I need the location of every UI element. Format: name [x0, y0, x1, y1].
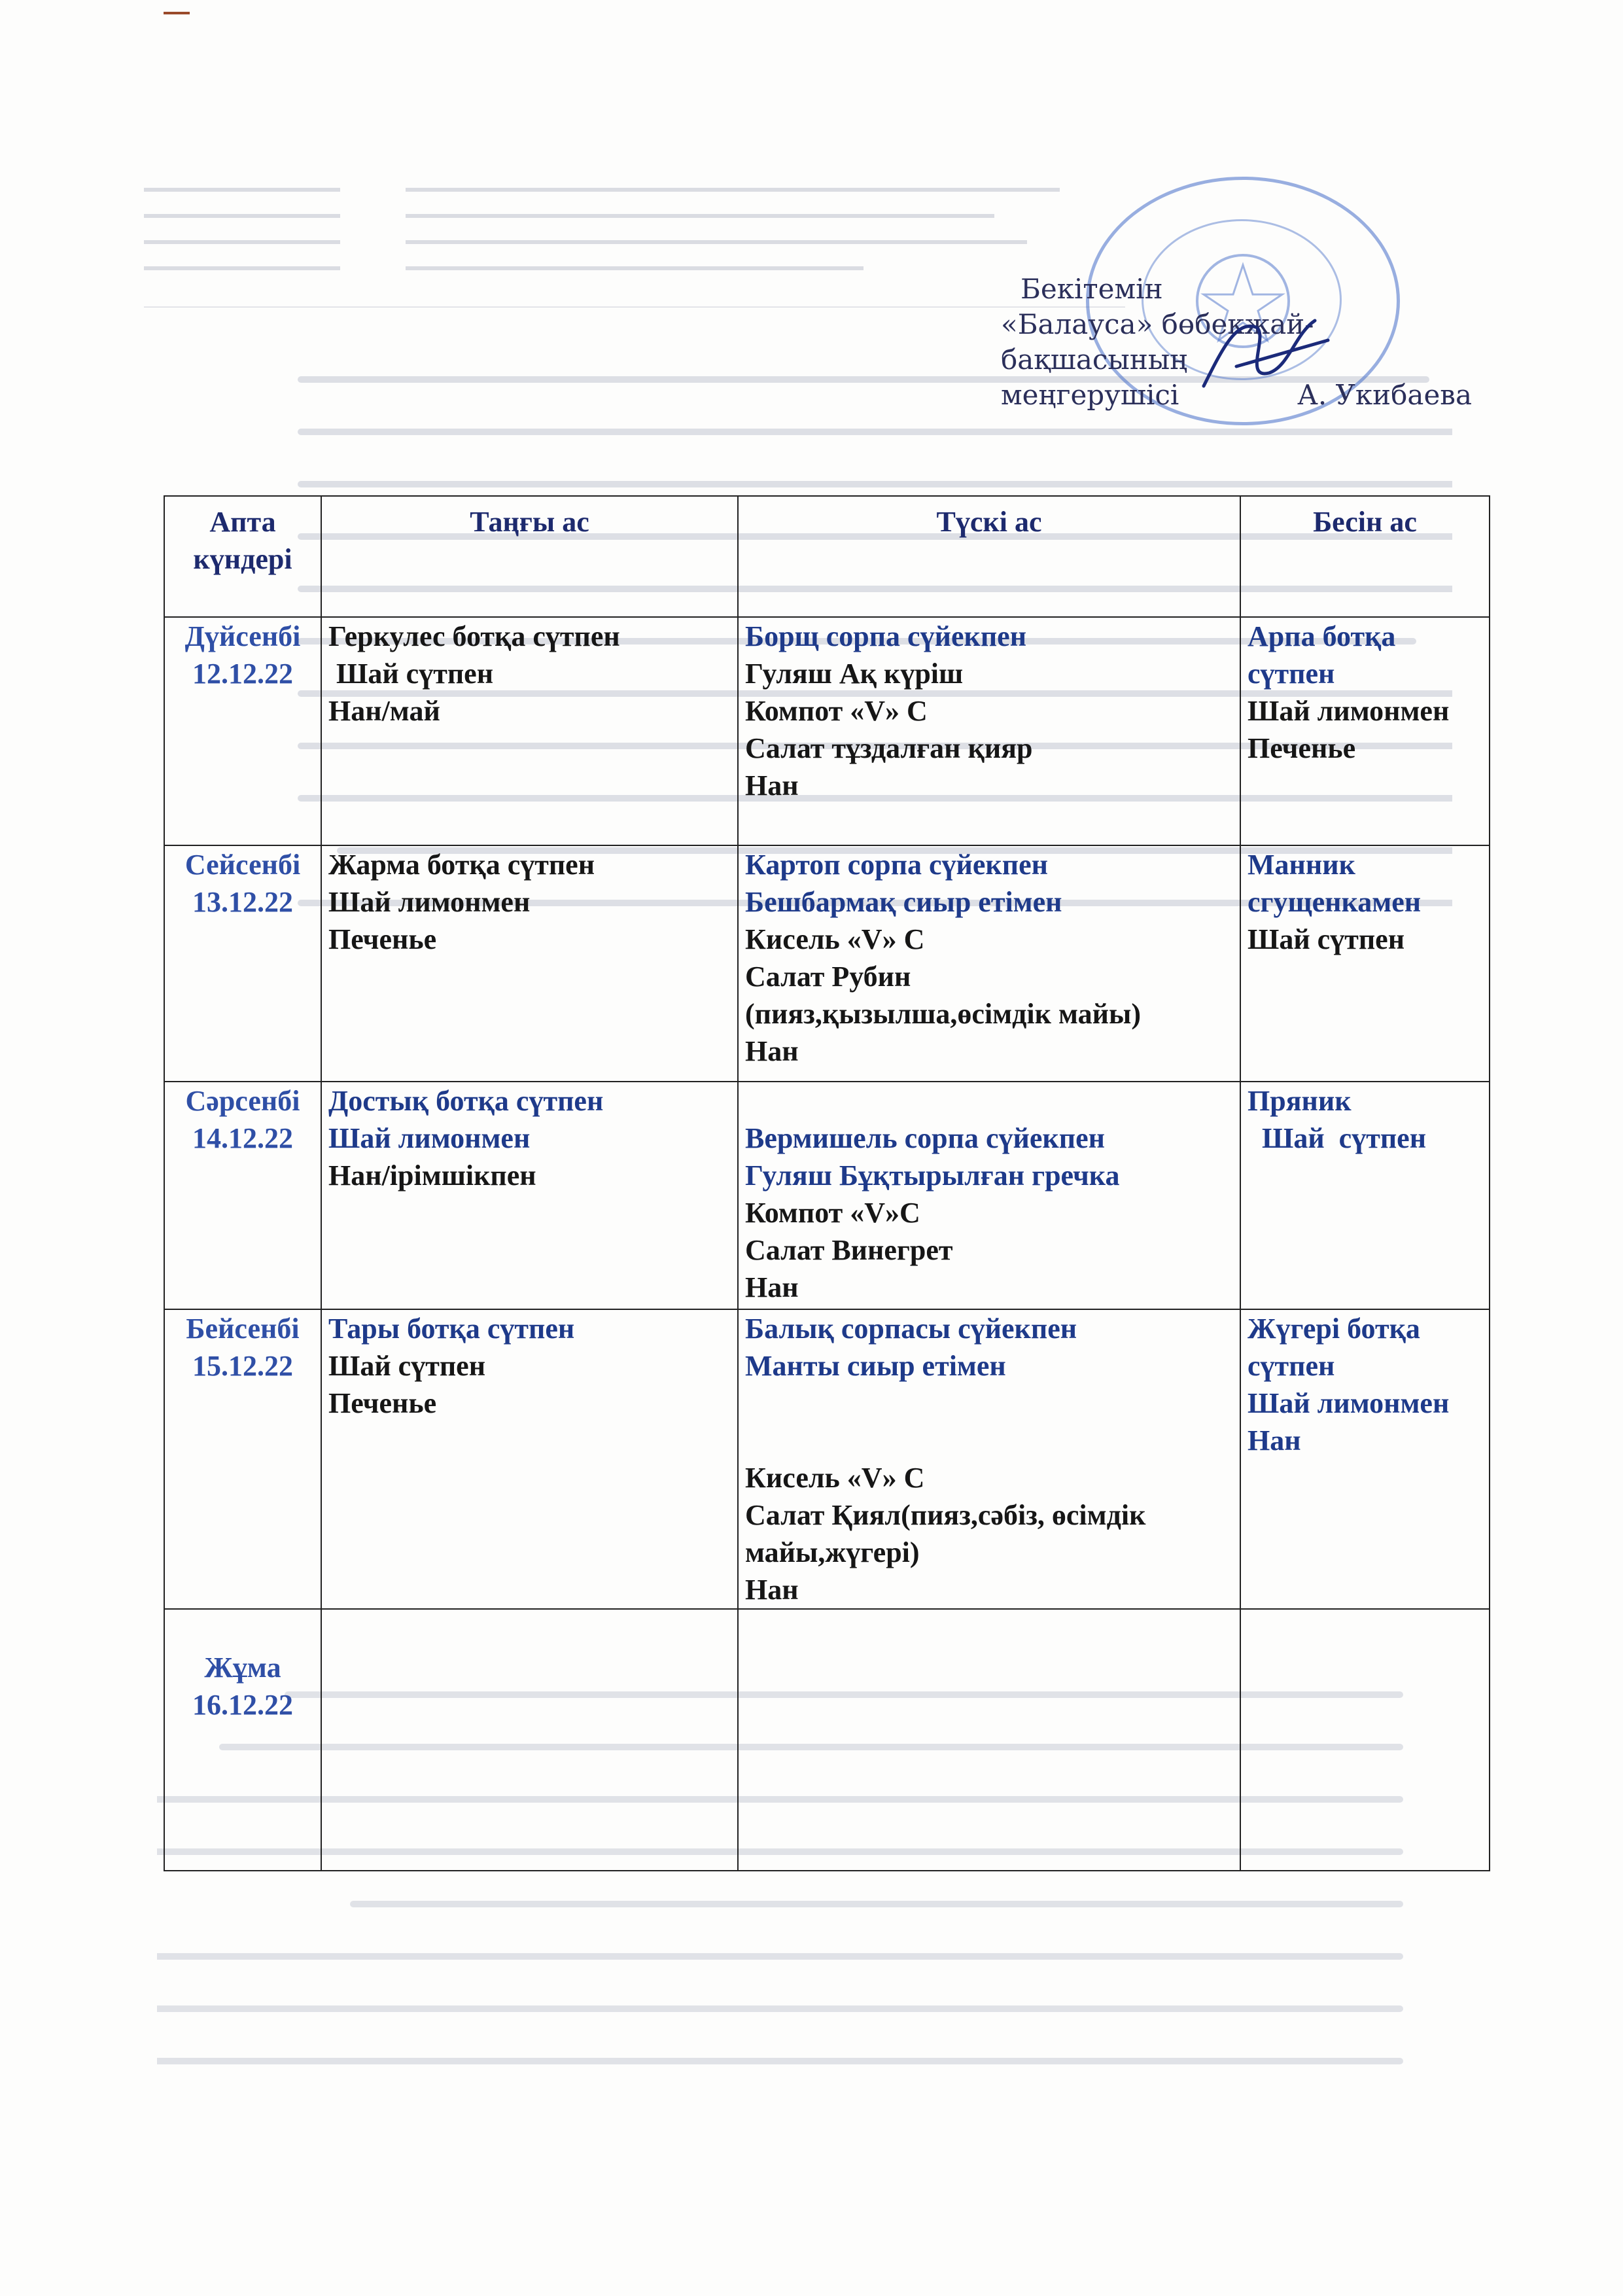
- afternoon-cell: [1240, 845, 1490, 1082]
- menu-item: Нан: [1248, 1424, 1301, 1457]
- menu-item: Шай сүтпен: [1248, 923, 1405, 955]
- menu-item: Шай лимонмен: [328, 886, 531, 918]
- menu-item: Салат Рубин: [745, 961, 911, 993]
- menu-item: Печенье: [328, 923, 437, 955]
- day-cell: [164, 1609, 321, 1871]
- menu-item: Нан: [745, 769, 799, 802]
- day-name: Сейсенбі: [184, 849, 301, 881]
- table-row: [164, 1309, 1490, 1609]
- menu-item: Жүгері ботқа: [1248, 1313, 1420, 1345]
- menu-table: [164, 495, 1490, 1871]
- menu-item: Печенье: [1248, 732, 1356, 764]
- menu-item: Салат тұздалған қияр: [745, 732, 1033, 764]
- table-row: [164, 1082, 1490, 1309]
- menu-item: Вермишель сорпа сүйекпен: [745, 1122, 1105, 1154]
- menu-item-blank: [745, 1082, 1233, 1120]
- menu-item: Кисель «V» С: [745, 923, 925, 955]
- menu-item: Шай сүтпен: [336, 658, 494, 690]
- menu-item: Шай лимонмен: [328, 1122, 531, 1154]
- menu-item: Шай сүтпен: [328, 1350, 486, 1382]
- approval-position: меңгерушісі: [1001, 379, 1179, 411]
- breakfast-cell: [321, 1309, 738, 1609]
- menu-item: Салат Винегрет: [745, 1234, 953, 1266]
- menu-item: Манты сиыр етімен: [745, 1350, 1006, 1382]
- table-row: [164, 845, 1490, 1082]
- menu-item: Балық сорпасы сүйекпен: [745, 1313, 1077, 1345]
- menu-item: Нан/май: [328, 695, 440, 727]
- menu-item: Нан/ірімшікпен: [328, 1159, 536, 1192]
- bleed-through-header-lines: [144, 177, 1125, 308]
- lunch-cell: [738, 1609, 1240, 1871]
- day-date: 16.12.22: [192, 1689, 293, 1721]
- menu-item: Тары ботқа сүтпен: [328, 1313, 575, 1345]
- day-cell: [164, 1309, 321, 1609]
- menu-item: Шай лимонмен: [1248, 695, 1450, 727]
- day-cell: [164, 845, 321, 1082]
- day-name: Сәрсенбі: [185, 1085, 300, 1117]
- lunch-cell: [738, 1082, 1240, 1309]
- header-afternoon-snack: Бесін ас: [1240, 496, 1490, 617]
- menu-item: Нан: [745, 1035, 799, 1067]
- menu-item: сгущенкамен: [1248, 886, 1422, 918]
- menu-item: Компот «V»С: [745, 1197, 920, 1229]
- menu-item: Бешбармақ сиыр етімен: [745, 886, 1062, 918]
- menu-item: Шай сүтпен: [1248, 1122, 1427, 1154]
- breakfast-cell: [321, 1082, 738, 1309]
- afternoon-cell: [1240, 1309, 1490, 1609]
- breakfast-cell: [321, 1609, 738, 1871]
- breakfast-cell: [321, 617, 738, 845]
- menu-item: Печенье: [328, 1387, 437, 1419]
- menu-item: Шай лимонмен: [1248, 1387, 1450, 1419]
- menu-item-blank: [745, 1422, 1233, 1459]
- day-date: 15.12.22: [192, 1350, 293, 1382]
- day-date: 14.12.22: [192, 1122, 293, 1154]
- lunch-cell: [738, 617, 1240, 845]
- menu-item: Пряник: [1248, 1085, 1352, 1117]
- approval-organization: «Балауса» бөбекжай-бақшасының: [1001, 308, 1314, 376]
- menu-item: Арпа ботқа сүтпен: [1248, 620, 1396, 690]
- day-date: 12.12.22: [192, 658, 293, 690]
- header-weekday: Апта күндері: [164, 496, 321, 617]
- lunch-cell: [738, 845, 1240, 1082]
- menu-item: Жарма ботқа сүтпен: [328, 849, 595, 881]
- day-cell: [164, 617, 321, 845]
- breakfast-cell: [321, 845, 738, 1082]
- menu-item: Манник: [1248, 849, 1355, 881]
- signature-icon: [1197, 308, 1341, 402]
- bleed-through-header: [144, 177, 1125, 311]
- day-cell: [164, 1082, 321, 1309]
- approval-title: Бекітемін: [1021, 273, 1163, 305]
- menu-item: Достық ботқа сүтпен: [328, 1085, 604, 1117]
- menu-item: Нан: [745, 1271, 799, 1303]
- day-name: Жұма: [204, 1651, 281, 1684]
- menu-item: (пияз,қызылша,өсімдік майы): [745, 998, 1141, 1030]
- table-row: [164, 1609, 1490, 1871]
- menu-item: Гуляш Бұқтырылған гречка: [745, 1159, 1120, 1192]
- header-lunch: Түскі ас: [738, 496, 1240, 617]
- day-name: Дүйсенбі: [184, 620, 301, 652]
- table-row: [164, 617, 1490, 845]
- day-name: Бейсенбі: [186, 1313, 300, 1345]
- day-date: 13.12.22: [192, 886, 293, 918]
- menu-item: Гуляш Ақ күріш: [745, 658, 964, 690]
- corner-mark: [164, 12, 190, 14]
- lunch-cell: [738, 1309, 1240, 1609]
- afternoon-cell: [1240, 1609, 1490, 1871]
- afternoon-cell: [1240, 1082, 1490, 1309]
- menu-item: Кисель «V» С: [745, 1462, 925, 1494]
- menu-item: Компот «V» С: [745, 695, 928, 727]
- menu-item: сүтпен: [1248, 1350, 1335, 1382]
- menu-item: Салат Қиял(пияз,сәбіз, өсімдік майы,жүгері): [745, 1499, 1146, 1568]
- afternoon-cell: [1240, 617, 1490, 845]
- approval-name: А. Укибаева: [1297, 379, 1472, 411]
- menu-item: Картоп сорпа сүйекпен: [745, 849, 1048, 881]
- menu-item: Нан: [745, 1574, 799, 1606]
- menu-item: Геркулес ботқа сүтпен: [328, 620, 620, 652]
- header-breakfast: Таңғы ас: [321, 496, 738, 617]
- menu-item: Борщ сорпа сүйекпен: [745, 620, 1027, 652]
- table-header-row: [164, 496, 1490, 617]
- menu-item-blank: [745, 1385, 1233, 1422]
